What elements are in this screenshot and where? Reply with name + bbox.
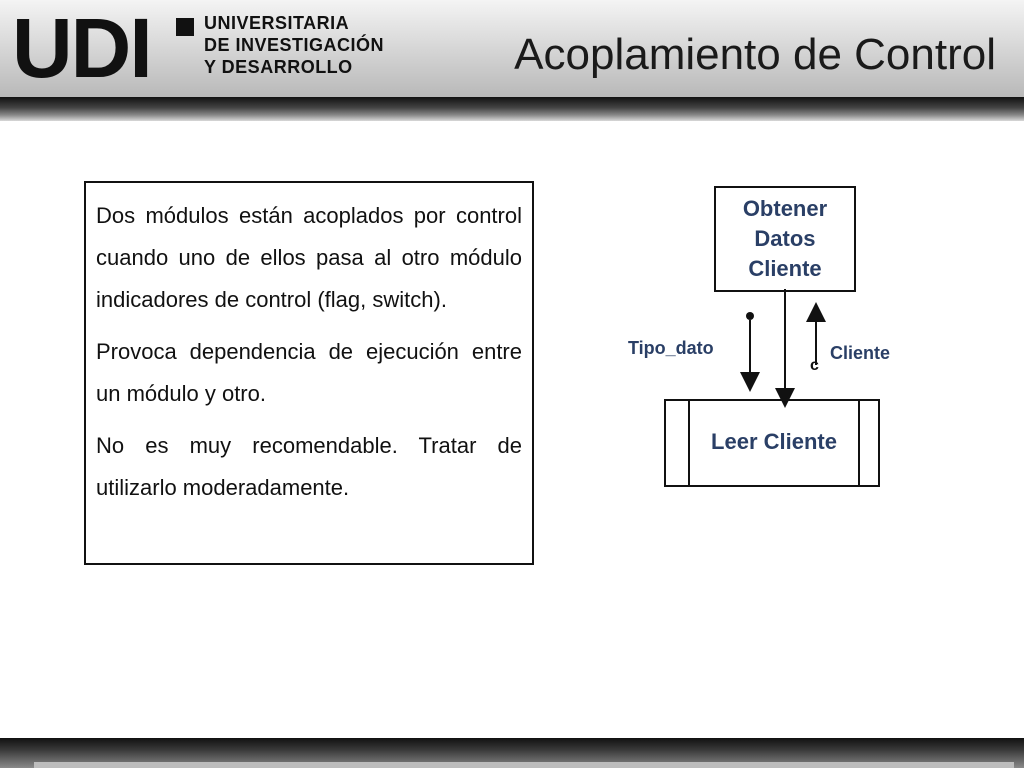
module-top-line-2: Datos <box>754 226 816 251</box>
control-flag-circle <box>746 312 754 320</box>
module-bottom-label: Leer Cliente <box>711 429 837 454</box>
module-top-line-1: Obtener <box>742 196 828 221</box>
data-marker: c <box>810 357 819 374</box>
tipo-dato-label: Tipo_dato <box>628 338 714 358</box>
paragraph-2: Provoca dependencia de ejecución entre un módulo y otro. <box>96 339 522 406</box>
logo-mark: UDI <box>12 1 151 95</box>
paragraph-1: Dos módulos están acoplados por control cuando uno de ellos pasa al otro módulo indicadores de control (flag, switch). <box>96 203 522 312</box>
paragraph-3: No es muy recomendable. Tratar de utilizarlo moderadamente. <box>96 433 522 500</box>
logo-line-3: Y DESARROLLO <box>204 57 353 77</box>
slide-title: Acoplamiento de Control <box>514 30 996 79</box>
cliente-label: Cliente <box>830 343 891 363</box>
footer-bar <box>34 762 1014 768</box>
logo-line-1: UNIVERSITARIA <box>204 13 350 33</box>
logo-line-2: DE INVESTIGACIÓN <box>204 35 385 55</box>
module-top-line-3: Cliente <box>748 256 822 281</box>
